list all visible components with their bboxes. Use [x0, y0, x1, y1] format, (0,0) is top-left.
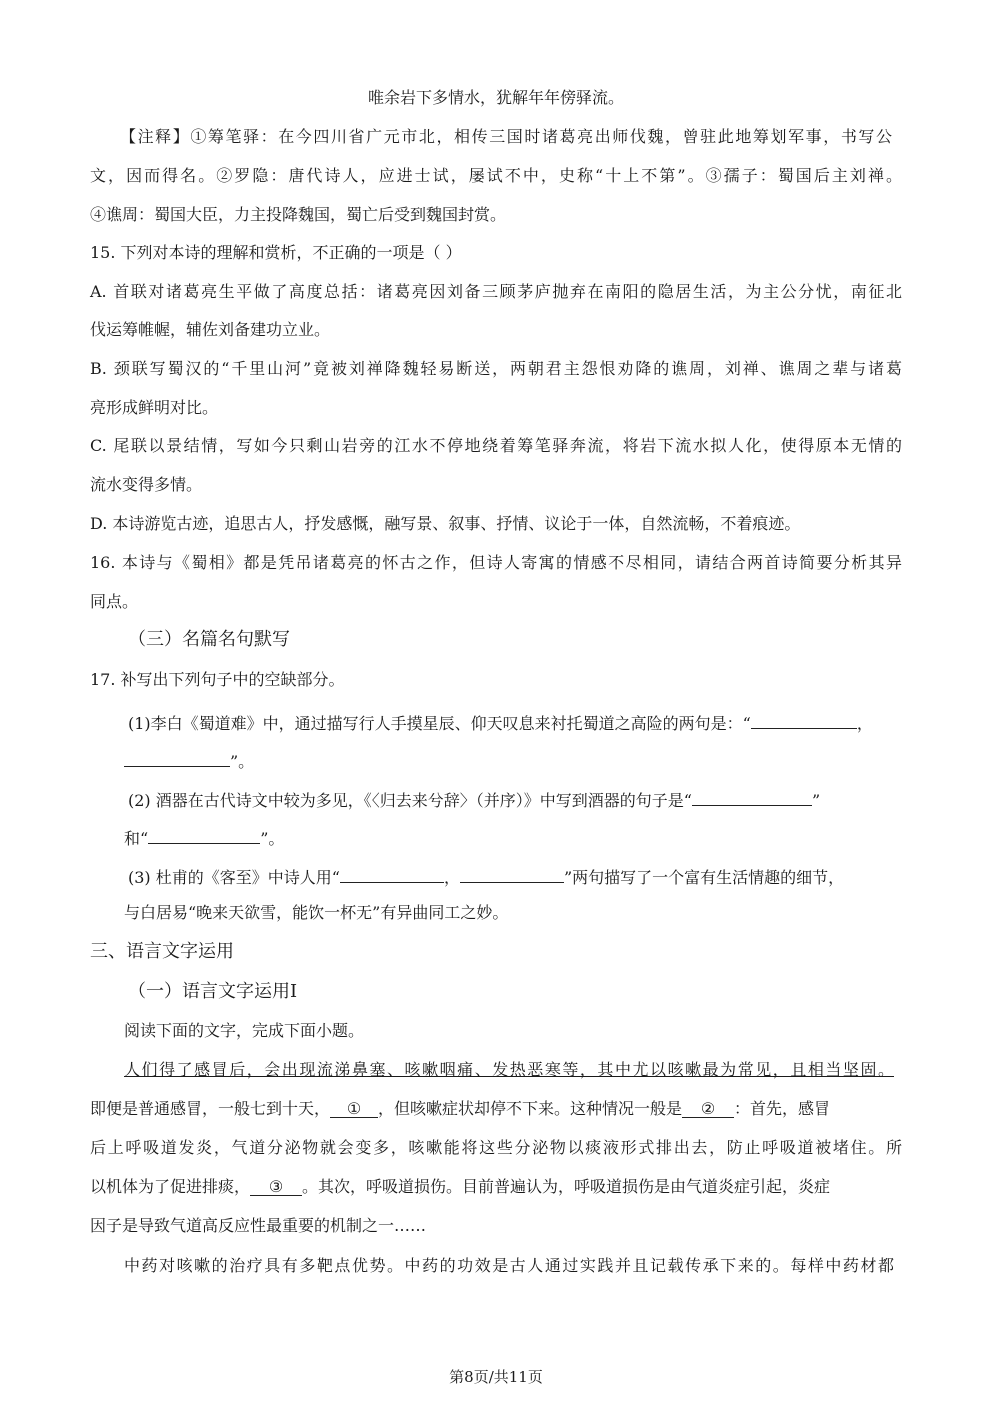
option-c-line-2: 流水变得多情。 [90, 475, 203, 494]
question-16-line-1: 16. 本诗与《蜀相》都是凭吊诸葛亮的怀古之作，但诗人寄寓的情感不尽相同，请结合两首诗简要分析其异 [90, 553, 902, 572]
question-16-line-2: 同点。 [90, 592, 139, 611]
passage-line-5: 因子是导致气道高反应性最重要的机制之一…… [90, 1216, 427, 1235]
passage-line-2-a: 即便是普通感冒，一般七到十天， [90, 1099, 331, 1118]
page-footer: 第8页/共11页 [449, 1368, 543, 1386]
q17-item-2-close: ”。 [260, 829, 285, 848]
q17-item-2-text: (2) 酒器在古代诗文中较为多见，《〈归去来兮辞〉（并序）》中写到酒器的句子是“ [128, 791, 692, 810]
q17-item-1-cont [124, 748, 254, 772]
part-heading-language-use: 三、语言文字运用 [90, 941, 234, 962]
passage-blank-3[interactable]: ③ [250, 1177, 302, 1196]
q17-item-1-close: ”。 [230, 752, 255, 771]
option-a-line-1: A. 首联对诸葛亮生平做了高度总括：诸葛亮因刘备三顾茅庐抛弃在南阳的隐居生活，为主公分忧，南征北 [90, 282, 902, 301]
q17-item-3-cont: 与白居易“晚来天欲雪，能饮一杯无”有异曲同工之妙。 [124, 903, 509, 922]
option-b-line-1: B. 颈联写蜀汉的“千里山河”竟被刘禅降魏轻易断送，两朝君主怨恨劝降的谯周，刘禅、谯周之辈与诸葛 [90, 359, 902, 378]
q17-item-2-quote: ” [811, 791, 821, 810]
option-c-line-1: C. 尾联以景结情，写如今只剩山岩旁的江水不停地绕着筹笔驿奔流，将岩下流水拟人化，使得原本无情的 [90, 436, 902, 455]
q17-item-1 [128, 710, 900, 734]
passage-line-3: 后上呼吸道发炎，气道分泌物就会变多，咳嗽能将这些分泌物以痰液形式排出去，防止呼吸道被堵住。所 [90, 1138, 902, 1157]
q17-item-3-comma: ， [443, 868, 460, 887]
poem-last-line: 唯余岩下多情水，犹解年年傍驿流。 [367, 88, 624, 107]
notes-line-1: 【注释】①筹笔驿：在今四川省广元市北，相传三国时诸葛亮出师伐魏，曾驻此地筹划军事，书写公 [120, 127, 892, 146]
q17-item-2-and: 和“ [124, 829, 149, 848]
subsection-heading: （一）语言文字运用Ⅰ [128, 981, 298, 1002]
option-d: D. 本诗游览古迹，追思古人，抒发感慨，融写景、叙事、抒情、议论于一体，自然流畅，不着痕迹。 [90, 514, 801, 533]
section-heading-dictation: （三）名篇名句默写 [128, 629, 290, 650]
q17-item-3-tail: ”两句描写了一个富有生活情趣的细节， [563, 868, 845, 887]
notes-line-2: 文，因而得名。②罗隐：唐代诗人，应进士试，屡试不中，史称“十上不第”。③孺子：蜀国后主刘禅。 [90, 166, 902, 185]
notes-line-3: ④谯周：蜀国大臣，力主投降魏国，蜀亡后受到魏国封赏。 [90, 205, 507, 224]
passage-line-2-b: ，但咳嗽症状却停不下来。这种情况一般是 [378, 1099, 683, 1118]
instruction-text: 阅读下面的文字，完成下面小题。 [124, 1021, 365, 1040]
q17-item-1-comma: ， [856, 714, 873, 733]
passage-line-4-a: 以机体为了促进排痰， [90, 1177, 251, 1196]
answer-blank[interactable] [460, 864, 564, 883]
passage-line-1: 人们得了感冒后，会出现流涕鼻塞、咳嗽咽痛、发热恶寒等，其中尤以咳嗽最为常见，且相当坚固。 [124, 1060, 894, 1079]
passage-blank-2[interactable]: ② [682, 1099, 734, 1118]
question-15-stem: 15. 下列对本诗的理解和赏析，不正确的一项是（ ） [90, 243, 462, 262]
q17-item-3-text: (3) 杜甫的《客至》中诗人用“ [128, 868, 340, 887]
passage-line-2 [90, 1099, 896, 1119]
passage-line-4-b: 。其次，呼吸道损伤。目前普遍认为，呼吸道损伤是由气道炎症引起，炎症 [302, 1177, 831, 1196]
q17-item-1-text: (1)李白《蜀道难》中，通过描写行人手摸星辰、仰天叹息来衬托蜀道之高险的两句是：“ [128, 714, 751, 733]
question-17-stem: 17. 补写出下列句子中的空缺部分。 [90, 670, 345, 689]
passage-line-2-c: ：首先，感冒 [734, 1099, 831, 1118]
answer-blank[interactable] [340, 864, 444, 883]
passage-blank-1[interactable]: ① [330, 1099, 378, 1118]
q17-item-2 [128, 787, 820, 811]
q17-item-2-cont [124, 825, 284, 849]
answer-blank[interactable] [124, 748, 230, 767]
option-b-line-2: 亮形成鲜明对比。 [90, 398, 219, 417]
answer-blank[interactable] [692, 787, 812, 806]
answer-blank[interactable] [751, 710, 857, 729]
passage-line-4 [90, 1177, 830, 1197]
q17-item-3 [128, 864, 844, 888]
option-a-line-2: 伐运筹帷幄，辅佐刘备建功立业。 [90, 320, 331, 339]
answer-blank[interactable] [148, 825, 260, 844]
passage-line-6: 中药对咳嗽的治疗具有多靶点优势。中药的功效是古人通过实践并且记载传承下来的。每样中药材都 [124, 1256, 894, 1275]
